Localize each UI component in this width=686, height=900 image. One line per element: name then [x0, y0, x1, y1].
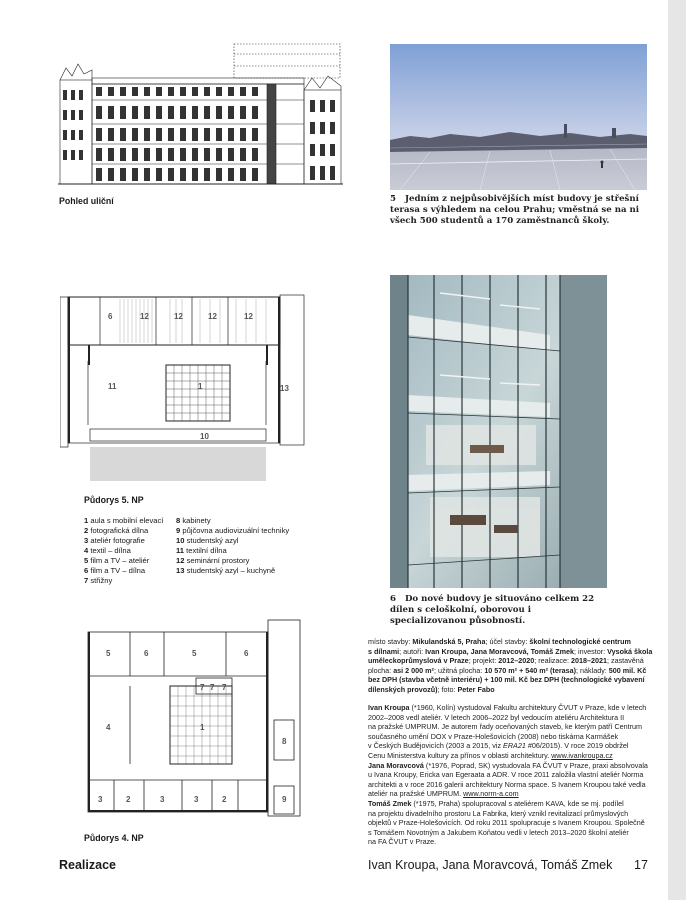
plan4-room-label: 7 [210, 683, 215, 692]
plan5-room-label: 12 [140, 312, 149, 321]
legend-item: 7 střižny [84, 576, 113, 585]
project-info: místo stavby: Mikulandská 5, Praha; účel stavby: školní technologické centrum s dílnami; autoři: Ivan Kroupa, Jana Moravcová, Tomáš Zmek; investor: Vysoká škola uměleckoprůmyslová v Praze; projekt: 2012–2020; realizace: 2018–2021; zastavěná plocha: asi 2 000 m²; užitná plocha: 10 570 m² + 540 m² (terasa); náklady: 500 mil. Kč bez DPH (stavba včetně interiéru) + 100 mil. Kč bez DPH (technologické vybavení dílenských provozů); foto: Peter Fabo [368, 637, 653, 694]
legend-item: 12 seminární prostory [176, 556, 250, 565]
photo5-caption-text: Jedním z nejpůsobivějších míst budovy je střešní terasa s výhledem na celou Prahu; vměstná se na ni všech 500 studentů a 170 zaměstnanců školy. [390, 194, 640, 226]
plan4-room-label: 8 [282, 737, 287, 746]
legend-item: 8 kabinety [176, 516, 211, 525]
bio-zmek: Tomáš Zmek (*1975, Praha) spolupracoval s ateliérem KAVA, kde se mj. podílel na projektu divadelního prostoru La Fabrika, který vznikl revitalizací průmyslových objektů v Praze-Holešovicích. Od roku 2011 spolupracuje s Ivanem Kroupou. Společně s Tomášem Novotným a Jakubem Koňatou vedli v letech 2013–2020 školní ateliér na FA ČVUT v Praze. [368, 798, 645, 847]
legend-item: 3 ateliér fotografie [84, 536, 145, 545]
plan4-room-label: 2 [126, 795, 131, 804]
legend-column-1 [84, 516, 176, 586]
plan5-caption: Půdorys 5. NP [84, 495, 144, 505]
legend-item: 10 studentský azyl [176, 536, 239, 545]
link-ivankroupa[interactable]: www.ivankroupa.cz [551, 750, 613, 760]
plan5-room-label: 12 [174, 312, 183, 321]
plan4-room-label: 4 [106, 723, 111, 732]
link-norm-a[interactable]: www.norm-a.com [463, 789, 519, 799]
plan4-room-label: 9 [282, 795, 287, 804]
footer-section: Realizace [59, 858, 116, 872]
legend-item: 11 textilní dílna [176, 546, 227, 555]
plan4-room-label: 7 [200, 683, 205, 692]
plan4-room-label: 3 [194, 795, 199, 804]
elevation-caption: Pohled uliční [59, 196, 114, 206]
legend-item: 9 půjčovna audiovizuální techniky [176, 526, 290, 535]
legend-item: 13 studentský azyl – kuchyně [176, 566, 276, 575]
footer-authors: Ivan Kroupa, Jana Moravcová, Tomáš Zmek [368, 858, 613, 872]
plan4-room-label: 3 [98, 795, 103, 804]
photo-interior-atrium [390, 275, 607, 588]
plan4-room-label: 6 [244, 649, 249, 658]
legend-item: 2 fotografická dílna [84, 526, 149, 535]
plan4-room-label: 2 [222, 795, 227, 804]
plan5-room-label: 10 [200, 432, 209, 441]
plan4-caption: Půdorys 4. NP [84, 833, 144, 843]
bio-moravcova: Jana Moravcová (*1976, Poprad, SK) vystudovala FA ČVUT v Praze, praxi absolvovala u Ivana Kroupy, Ericka van Egeraata a ADR. V roce 2011 založila vlastní ateliér Norma architekti a v roce 2016 galerii architektury Norma space. S Ivanem Kroupou také vedla ateliér na pražské UMPRUM. www.norm-a.com [368, 760, 648, 799]
plan4-room-label: 7 [222, 683, 227, 692]
plan5-room-label: 6 [108, 312, 113, 321]
legend-item: 4 textil – dílna [84, 546, 131, 555]
bio-kroupa: Ivan Kroupa (*1960, Kolín) vystudoval Fakultu architektury ČVUT v Praze, kde v letech 2002–2008 vedl ateliér. V letech 2006–2022 byl vedoucím ateliéru Architektura II na pražské UMPRUM. Je autorem řady oceňovaných staveb, ke kterým patří Centrum současného umění DOX v Praze-Holešovicích (2008) nebo tiskárna Karmášek v Českých Budějovicích (2003 a 2015, viz ERA21 #06/2015). V roce 2019 obdržel Cenu Ministerstva kultury za přínos v oblasti architektury. www.ivankroupa.cz [368, 703, 647, 760]
street-elevation-drawing [58, 40, 343, 188]
plan5-room-label: 12 [244, 312, 253, 321]
plan4-room-label: 6 [144, 649, 149, 658]
plan-5np-drawing [60, 285, 306, 485]
legend-item: 1 aula s mobilní elevací [84, 516, 164, 525]
legend-column-2 [176, 516, 316, 576]
plan5-room-label: 12 [208, 312, 217, 321]
plan5-room-label: 11 [108, 382, 117, 391]
plan-4np-drawing [84, 610, 306, 822]
photo-roof-terrace [390, 44, 647, 190]
photo5-caption [390, 194, 648, 227]
plan4-room-label: 5 [192, 649, 197, 658]
photo6-caption [390, 594, 610, 627]
plan4-room-label: 3 [160, 795, 165, 804]
plan5-room-label: 13 [280, 384, 289, 393]
plan4-room-label: 1 [200, 723, 205, 732]
photo5-number: 5 [390, 194, 396, 204]
photo6-caption-text: Do nové budovy je situováno celkem 22 dílen s celoškolní, oborovou i specializovanou působností. [390, 594, 595, 626]
legend-item: 5 film a TV – ateliér [84, 556, 150, 565]
photo6-number: 6 [390, 594, 396, 604]
legend-item: 6 film a TV – dílna [84, 566, 146, 575]
plan5-room-label: 1 [198, 382, 203, 391]
page-number: 17 [634, 858, 648, 872]
author-bios [368, 703, 660, 847]
plan4-room-label: 5 [106, 649, 111, 658]
